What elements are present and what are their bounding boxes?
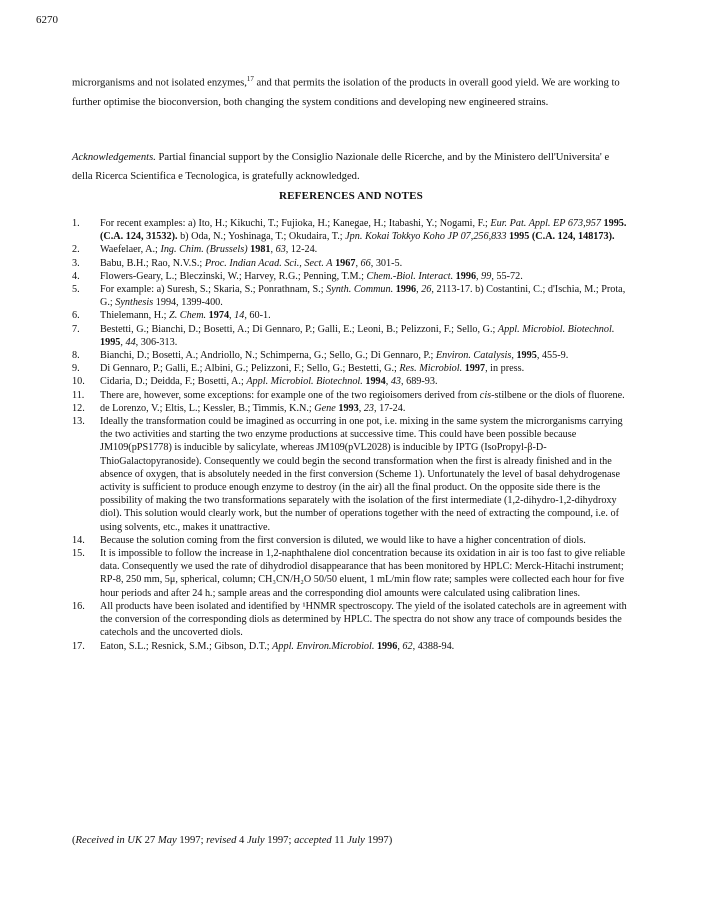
page-number: 6270 <box>36 14 58 26</box>
reference-text: , 301-5. <box>370 257 403 269</box>
reference-text: 63 <box>275 244 286 256</box>
reference-text: , <box>511 350 517 362</box>
reference-number: 4. <box>72 270 80 282</box>
reference-text: Z. Chem. <box>169 310 207 322</box>
accepted-label: accepted <box>294 835 332 846</box>
reference-text: 1994 <box>365 376 386 388</box>
reference-text: 1995 <box>516 350 537 362</box>
reference-text: It is impossible to follow the increase in 1,2-naphthalene diol concentration because its oxidation in air is too fast to give reliable data. Consequently we used the rate of dihydrodiol disappearance that has been monitored by HPLC: Merck-Hitachi instrument; RP-8, 250 mm, 5μ, spherical, column; CH₃CN/H₂O 50/50 eluent, 1 mL/min flow rate; samples were collected each hour for five hour periods and after 24 h.; sample areas and the corresponding diol amounts were calculated using calibration lines. <box>100 548 626 599</box>
reference-number: 14. <box>72 534 85 546</box>
reference-item <box>72 323 632 349</box>
reference-text: Appl. Microbiol. Biotechnol. <box>246 376 363 388</box>
reference-number: 5. <box>72 284 80 296</box>
received-dates <box>72 835 392 846</box>
revised-label: revised <box>206 835 237 846</box>
reference-text: There are, however, some exceptions: for example one of the two regioisomers derived from <box>100 389 480 401</box>
reference-text: , 306-313. <box>135 336 178 348</box>
reference-text: , <box>355 257 361 269</box>
reference-text: 1967 <box>335 257 356 269</box>
reference-item <box>72 309 632 322</box>
reference-text: Synth. Commun. <box>326 284 394 296</box>
reference-text: All products have been isolated and identified by ¹HNMR spectroscopy. The yield of the isolated catechols are in agreement with the conversion of the corresponding diols as determined by HPLC. The spectra do not show any trace of compounds besides the catechols and the uncoverted diols. <box>100 600 627 639</box>
reference-text: cis <box>479 389 492 401</box>
reference-text: Di Gennaro, P.; Galli, E.; Albini, G.; Pelizzoni, F.; Sello, G.; Bestetti, G.; <box>100 363 400 375</box>
received-label: Received in UK <box>75 835 143 846</box>
reference-text: , 455-9. <box>536 350 569 362</box>
reference-text: Res. Microbiol. <box>399 363 463 375</box>
reference-text: , <box>476 270 482 282</box>
reference-text: 1997 <box>464 363 486 375</box>
reference-text: , 4388-94. <box>412 640 455 652</box>
reference-item <box>72 640 632 653</box>
reference-item <box>72 283 632 309</box>
reference-text: Synthesis <box>115 297 154 309</box>
reference-item <box>72 534 632 547</box>
reference-text: Bestetti, G.; Bianchi, D.; Bosetti, A.; Di Gennaro, P.; Galli, E.; Leoni, B.; Pelizzoni, F.; Sello, G.; <box>100 323 498 335</box>
reference-number: 16. <box>72 600 85 612</box>
reference-number: 6. <box>72 310 80 322</box>
reference-text: Appl. Environ.Microbiol. <box>272 640 375 652</box>
reference-text: , 12-24. <box>285 244 318 256</box>
reference-text: Chem.-Biol. Interact. <box>366 270 454 282</box>
reference-text: 62 <box>402 640 413 652</box>
citation-superscript: 17 <box>246 75 254 83</box>
reference-item <box>72 349 632 362</box>
reference-text: , <box>385 376 391 388</box>
received-text: 4 <box>236 835 247 846</box>
reference-text: de Lorenzo, V.; Eltis, L.; Kessler, B.; Timmis, K.N.; <box>100 402 315 414</box>
acknowledgements-text: Partial financial support by the Consiglio Nazionale delle Ricerche, and by the Ministero dell'Universita' e della Ricerca Scientifica e Tecnologica, is gratefully acknowledged. <box>72 152 610 182</box>
reference-item <box>72 600 632 640</box>
reference-text: Waefelaer, A.; <box>100 244 161 256</box>
received-text: 1997; <box>176 835 207 846</box>
references-list <box>72 217 632 653</box>
reference-text: 14 <box>234 310 245 322</box>
reference-number: 7. <box>72 323 80 335</box>
reference-text: , in press. <box>485 363 525 375</box>
reference-number: 2. <box>72 244 80 256</box>
reference-text: , <box>229 310 235 322</box>
received-text: ( <box>72 835 76 846</box>
reference-item <box>72 257 632 270</box>
reference-text: , 2113-17. b) Costantini, C.; d'Ischia, M.; Prota, G.; <box>100 284 626 309</box>
reference-text: For recent examples: a) Ito, H.; Kikuchi, T.; Fujioka, H.; Kanegae, H.; Itabashi, Y.; Nogami, F.; <box>100 218 491 229</box>
body-paragraph <box>72 70 630 112</box>
reference-text: , <box>416 284 422 296</box>
reference-number: 15. <box>72 548 85 560</box>
received-text: 1997; <box>264 835 295 846</box>
reference-text: Appl. Microbiol. Biotechnol. <box>497 323 615 335</box>
reference-text: Gene <box>314 402 336 414</box>
reference-text: Cidaria, D.; Deidda, F.; Bosetti, A.; <box>100 376 247 388</box>
reference-text: For example: a) Suresh, S.; Skaria, S.; Ponrathnam, S.; <box>100 284 327 296</box>
received-text: 1997) <box>364 835 393 846</box>
reference-number: 3. <box>72 257 80 269</box>
revised-month: July <box>246 835 265 846</box>
reference-text: , <box>397 640 403 652</box>
reference-text: Proc. Indian Acad. Sci., Sect. A <box>204 257 333 269</box>
reference-text: 44 <box>125 336 136 348</box>
reference-text: b) Oda, N.; Yoshinaga, T.; Okudaira, T.; <box>177 231 346 243</box>
reference-text: , 55-72. <box>491 270 523 282</box>
reference-text: 1995. (C.A. 124, 31532). <box>100 218 627 243</box>
reference-text: Because the solution coming from the first conversion is diluted, we would like to have a higher concentration of diols. <box>100 534 586 546</box>
reference-text: 1996 <box>455 270 477 282</box>
reference-text: 23 <box>363 402 374 414</box>
reference-number: 11. <box>72 389 85 401</box>
reference-text: 43 <box>390 376 402 388</box>
reference-text: Jpn. Kokai Tokkyo Koho JP 07,256,833 <box>345 231 507 243</box>
references-title: REFERENCES AND NOTES <box>279 190 423 202</box>
reference-text: 1993 <box>338 402 359 414</box>
reference-item <box>72 389 632 402</box>
reference-text: Eur. Pat. Appl. EP 673,957 <box>490 218 601 229</box>
reference-number: 13. <box>72 416 85 428</box>
received-text: 11 <box>331 835 348 846</box>
received-text: 27 <box>142 835 158 846</box>
reference-item <box>72 270 632 283</box>
reference-item <box>72 217 632 243</box>
reference-text: 1995 (C.A. 124, 148173). <box>508 231 615 243</box>
reference-number: 1. <box>72 218 80 229</box>
reference-text: Ideally the transformation could be imagined as occurring in one pot, i.e. mixing in the same system the microrganisms carrying the two activities and starting the two enzyme productions at successive time. This could have been possible because JM109(pPS1778) is inducible by salicylate, whereas JM109(pVL2028) is inducible by IPTG (IsoPropyl-β-D-ThioGalactopyranoside). Consequently we could begin the second transformation when the first is already finished and in the absence of oxygen, that is absolutely needed in the first conversion (Scheme 1). Unfortunately the level of basal dehydrogenase activity is sufficient to produce enough enzyme to destroy (in the air) all the final product. On the opposite side there is the possibility of making the two transformations separately with the isolation of the first intermediate (1,2-dihydro-1,2-dihydroxy diol). This solution would clearly work, but the number of operations together with the need of extracting the compound, i.e. of using solvents, etc., makes it unattractive. <box>100 416 623 533</box>
reference-text: 26 <box>421 284 432 296</box>
reference-text: Ing. Chim. (Brussels) <box>160 244 248 256</box>
reference-text: -stilbene or the diols of fluorene. <box>491 389 625 401</box>
body-text-b: and that permits the isolation of the products in overall good yield. We are working to further optimise the bioconversion, both changing the system conditions and developing new engineered strains. <box>72 77 620 108</box>
reference-item <box>72 243 632 256</box>
reference-text: 1996 <box>395 284 417 296</box>
reference-text: , <box>120 336 126 348</box>
reference-text: Eaton, S.L.; Resnick, S.M.; Gibson, D.T.; <box>100 640 273 652</box>
reference-number: 9. <box>72 363 80 375</box>
reference-text: Thielemann, H.; <box>100 310 170 322</box>
reference-number: 17. <box>72 640 85 652</box>
reference-text: Babu, B.H.; Rao, N.V.S.; <box>100 257 205 269</box>
reference-item <box>72 402 632 415</box>
reference-text: 66 <box>360 257 371 269</box>
reference-text: Environ. Catalysis <box>435 350 512 362</box>
reference-text: , <box>270 244 276 256</box>
acknowledgements-label: Acknowledgements. <box>72 152 156 163</box>
reference-text: Bianchi, D.; Bosetti, A.; Andriollo, N.; Schimperna, G.; Sello, G.; Di Gennaro, P.; <box>100 350 436 362</box>
body-text-a: microrganisms and not isolated enzymes, <box>72 77 247 89</box>
reference-item <box>72 362 632 375</box>
reference-item <box>72 375 632 388</box>
reference-text: , 17-24. <box>374 402 406 414</box>
reference-text: 1994, 1399-400. <box>153 297 223 309</box>
reference-text: Flowers-Geary, L.; Bleczinski, W.; Harvey, R.G.; Penning, T.M.; <box>100 270 367 282</box>
reference-item <box>72 547 632 600</box>
reference-text: 1974 <box>208 310 230 322</box>
reference-item <box>72 415 632 534</box>
reference-text: , 689-93. <box>401 376 438 388</box>
reference-text: 1981 <box>250 244 271 256</box>
reference-number: 10. <box>72 376 85 388</box>
received-month: May <box>157 835 177 846</box>
reference-text: , <box>358 402 364 414</box>
acknowledgements-paragraph <box>72 148 630 186</box>
reference-text: 1996 <box>376 640 398 652</box>
reference-text: 99 <box>481 270 492 282</box>
reference-number: 12. <box>72 402 85 414</box>
reference-text: 1995 <box>100 336 121 348</box>
accepted-month: July <box>347 835 365 846</box>
reference-text: , 60-1. <box>244 310 271 322</box>
reference-number: 8. <box>72 350 80 362</box>
